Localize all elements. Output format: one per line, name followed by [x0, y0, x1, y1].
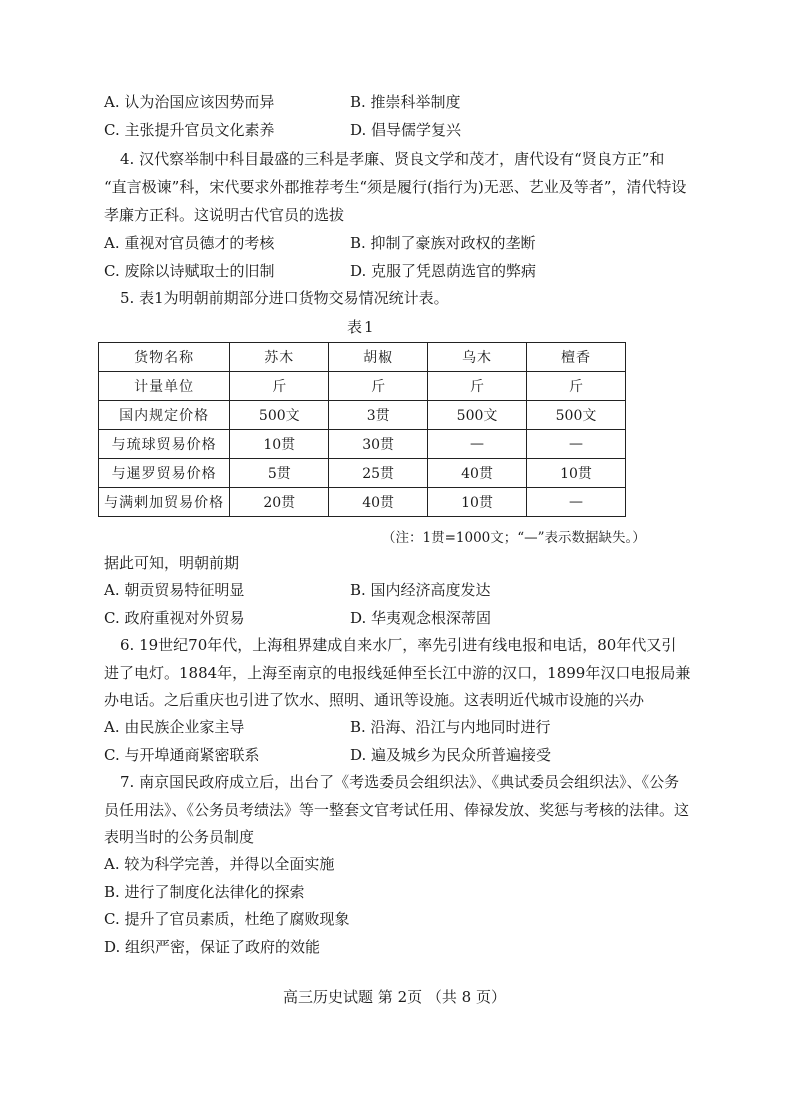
q6-stem-line-3: 办电话。之后重庆也引进了饮水、照明、通讯等设施。这表明近代城市设施的兴办 — [104, 691, 645, 709]
q3-option-d: D. 倡导儒学复兴 — [350, 121, 462, 139]
q5-lead: 据此可知，明朝前期 — [104, 554, 240, 572]
q7-option-b: B. 进行了制度化法律化的探索 — [104, 883, 305, 901]
table-cell: 10贯 — [527, 459, 626, 488]
table-cell: 国内规定价格 — [99, 401, 230, 430]
q5-option-b: B. 国内经济高度发达 — [350, 581, 491, 599]
q3-option-b: B. 推崇科举制度 — [350, 93, 461, 111]
q6-stem-line-1: 6. 19世纪70年代，上海租界建成自来水厂，率先引进有线电报和电话，80年代又引 — [120, 636, 677, 654]
q5-option-c: C. 政府重视对外贸易 — [104, 609, 245, 627]
table-cell: 与暹罗贸易价格 — [99, 459, 230, 488]
table-cell: 20贯 — [230, 488, 329, 517]
table-cell: 500文 — [527, 401, 626, 430]
table-cell: 40贯 — [329, 488, 428, 517]
table-cell: 500文 — [230, 401, 329, 430]
q6-option-b: B. 沿海、沿江与内地同时进行 — [350, 718, 551, 736]
q4-option-b: B. 抑制了豪族对政权的垄断 — [350, 234, 536, 252]
q7-option-d: D. 组织严密，保证了政府的效能 — [104, 938, 321, 956]
q5-stem: 5. 表1为明朝前期部分进口货物交易情况统计表。 — [120, 289, 449, 307]
table-row — [99, 401, 626, 430]
table-cell: 3贯 — [329, 401, 428, 430]
page-footer: 高三历史试题 第 2页 （共 8 页） — [283, 988, 506, 1006]
table-header-cell: 檀香 — [527, 343, 626, 372]
q4-stem-line-2: “直言极谏”科，宋代要求外郡推荐考生“须是履行(指行为)无恶、艺业及等者”，清代特设 — [104, 178, 687, 196]
table-cell: 10贯 — [230, 430, 329, 459]
table-cell: 斤 — [527, 372, 626, 401]
table-header-cell: 乌木 — [428, 343, 527, 372]
table-row — [99, 430, 626, 459]
table-header-cell: 货物名称 — [99, 343, 230, 372]
q5-option-a: A. 朝贡贸易特征明显 — [104, 581, 245, 599]
table-caption: 表1 — [347, 318, 376, 336]
table-cell: — — [527, 430, 626, 459]
q7-stem-line-3: 表明当时的公务员制度 — [104, 828, 255, 846]
q4-stem-line-3: 孝廉方正科。这说明古代官员的选拔 — [104, 206, 345, 224]
table-cell: — — [428, 430, 527, 459]
table-cell: 30贯 — [329, 430, 428, 459]
q6-option-d: D. 遍及城乡为民众所普遍接受 — [350, 746, 552, 764]
table-cell: 500文 — [428, 401, 527, 430]
q4-option-a: A. 重视对官员德才的考核 — [104, 234, 275, 252]
trade-price-table — [98, 342, 626, 517]
table-cell: 25贯 — [329, 459, 428, 488]
q5-option-d: D. 华夷观念根深蒂固 — [350, 609, 492, 627]
table-cell: 斤 — [230, 372, 329, 401]
table-cell: 5贯 — [230, 459, 329, 488]
q3-option-c: C. 主张提升官员文化素养 — [104, 121, 275, 139]
table-row — [99, 372, 626, 401]
q3-option-a: A. 认为治国应该因势而异 — [104, 93, 275, 111]
q6-option-c: C. 与开埠通商紧密联系 — [104, 746, 260, 764]
table-cell: 40贯 — [428, 459, 527, 488]
table-header-cell: 苏木 — [230, 343, 329, 372]
q7-stem-line-1: 7. 南京国民政府成立后，出台了《考选委员会组织法》、《典试委员会组织法》、《公务 — [120, 773, 680, 791]
table-cell: 与琉球贸易价格 — [99, 430, 230, 459]
q7-option-a: A. 较为科学完善，并得以全面实施 — [104, 855, 335, 873]
table-cell: — — [527, 488, 626, 517]
q4-stem-line-1: 4. 汉代察举制中科目最盛的三科是孝廉、贤良文学和茂才，唐代设有“贤良方正”和 — [120, 150, 665, 168]
table-cell: 计量单位 — [99, 372, 230, 401]
table-cell: 与满剌加贸易价格 — [99, 488, 230, 517]
q4-option-c: C. 废除以诗赋取士的旧制 — [104, 262, 275, 280]
table-note: （注：1贯=1000文；“—”表示数据缺失。） — [382, 530, 646, 546]
table-row — [99, 488, 626, 517]
q7-stem-line-2: 员任用法》、《公务员考绩法》等一整套文官考试任用、俸禄发放、奖惩与考核的法律。这 — [104, 801, 690, 819]
q6-option-a: A. 由民族企业家主导 — [104, 718, 245, 736]
table-cell: 10贯 — [428, 488, 527, 517]
table-header-cell: 胡椒 — [329, 343, 428, 372]
q7-option-c: C. 提升了官员素质，杜绝了腐败现象 — [104, 910, 350, 928]
table-cell: 斤 — [329, 372, 428, 401]
table-cell: 斤 — [428, 372, 527, 401]
q6-stem-line-2: 进了电灯。1884年，上海至南京的电报线延伸至长江中游的汉口，1899年汉口电报局兼 — [104, 664, 691, 682]
table-row — [99, 459, 626, 488]
table-header-row — [99, 343, 626, 372]
q4-option-d: D. 克服了凭恩荫选官的弊病 — [350, 262, 537, 280]
